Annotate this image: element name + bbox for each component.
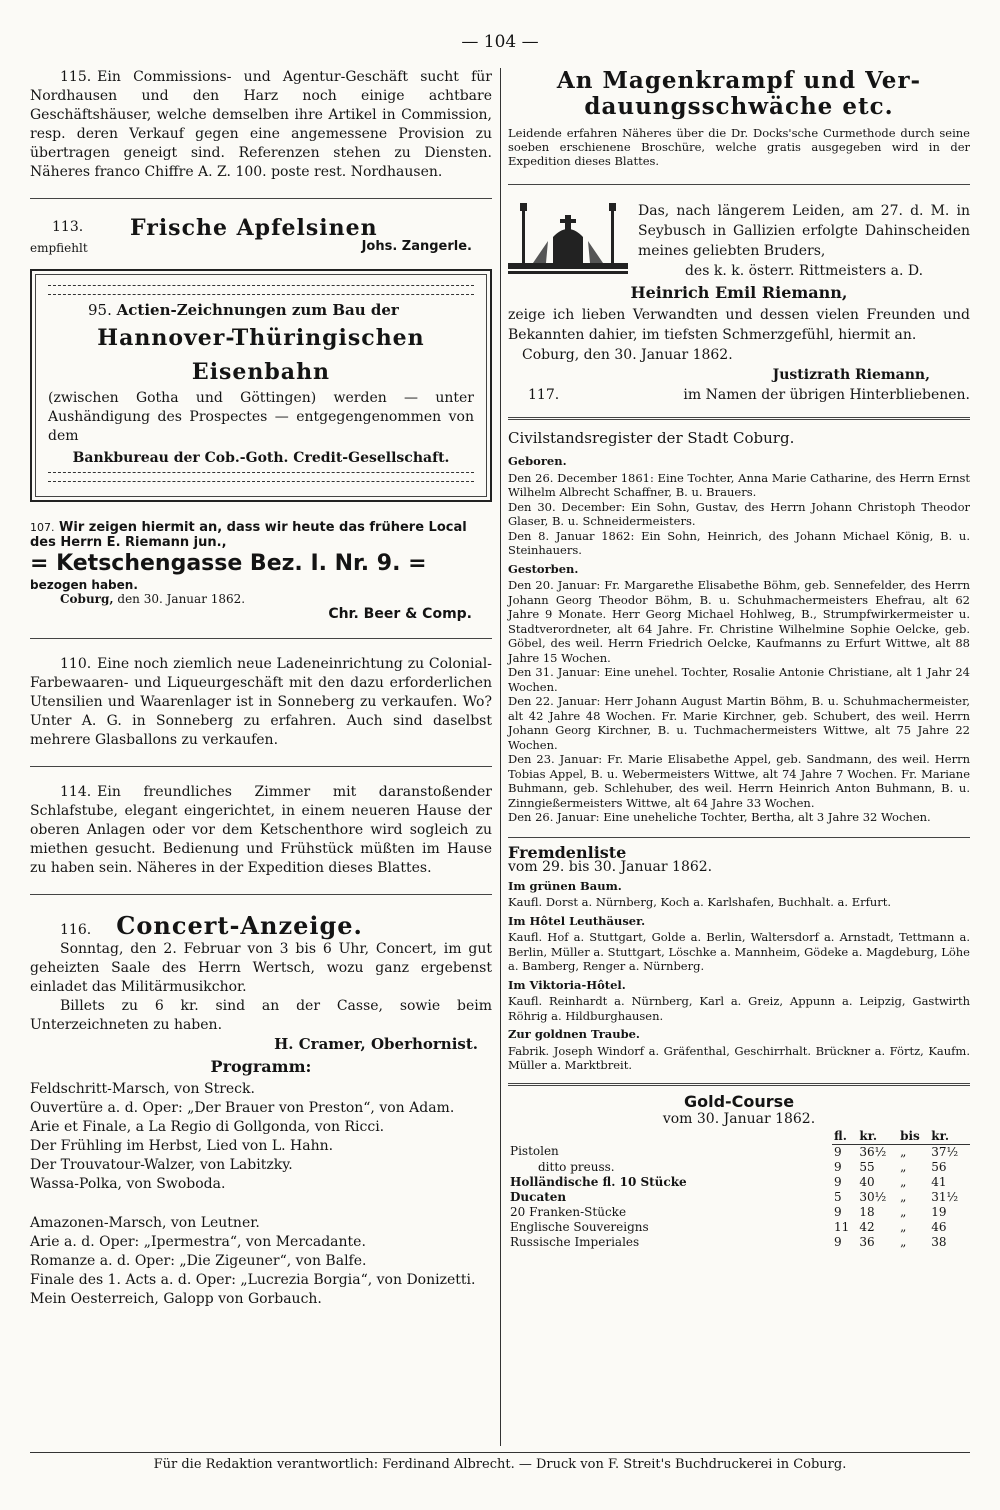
table-cell: „ bbox=[900, 1189, 907, 1204]
ad-line: Actien-Zeichnungen zum Bau der bbox=[116, 301, 399, 319]
table-cell: 41 bbox=[931, 1174, 947, 1189]
table-header-row bbox=[508, 1129, 970, 1145]
ad-116 bbox=[30, 911, 492, 1309]
obituary-rank: des k. k. österr. Rittmeisters a. D. bbox=[684, 263, 924, 279]
table-cell: 9 bbox=[834, 1144, 842, 1159]
left-column bbox=[30, 68, 492, 1309]
guests-date: vom 29. bis 30. Januar 1862. bbox=[508, 859, 713, 875]
ad-number: 113. bbox=[52, 219, 84, 235]
table-cell: Russische Imperiales bbox=[510, 1234, 640, 1249]
table-cell: 31½ bbox=[931, 1189, 959, 1204]
ad-text: Sonntag, den 2. Februar von 3 bis 6 Uhr, Concert, im gut geheizten Saale des Herrn Wertsch, wozu ganz ergebenst einladet das Militärmusikchor. bbox=[30, 941, 492, 995]
gold-title: Gold-Course bbox=[683, 1091, 795, 1111]
separator bbox=[508, 184, 970, 185]
right-column bbox=[508, 68, 970, 1250]
table-cell: 56 bbox=[931, 1159, 947, 1174]
ad-title: Concert-Anzeige. bbox=[116, 911, 363, 940]
table-cell: 9 bbox=[834, 1234, 842, 1249]
gold-course bbox=[508, 1092, 970, 1250]
table-cell: 9 bbox=[834, 1159, 842, 1174]
table-cell: 38 bbox=[931, 1234, 947, 1249]
obituary-text: Das, nach längerem Leiden, am 27. d. M. in Seybusch in Gallizien erfolgte Dahinscheiden meines geliebten Bruders, bbox=[638, 203, 970, 259]
register-entry: Den 30. December: Ein Sohn, Gustav, des Herrn Johann Christoph Theodor Glaser, B. u. Schneidermeisters. bbox=[508, 499, 970, 528]
table-cell: 36 bbox=[859, 1234, 875, 1249]
table-cell: „ bbox=[900, 1204, 907, 1219]
register-entry: Den 8. Januar 1862: Ein Sohn, Heinrich, des Johann Michael König, B. u. Steinhauers. bbox=[508, 528, 970, 557]
table-cell: „ bbox=[900, 1159, 907, 1174]
ad-signature: Chr. Beer & Comp. bbox=[328, 606, 472, 622]
table-cell: Pistolen bbox=[510, 1144, 559, 1159]
table-row bbox=[508, 1235, 970, 1250]
ad-number: 107. bbox=[30, 521, 55, 534]
ad-recommend: empfiehlt bbox=[30, 241, 88, 255]
program-item: Finale des 1. Acts a. d. Oper: „Lucrezia Borgia“, von Donizetti. bbox=[30, 1272, 476, 1288]
table-cell: 9 bbox=[834, 1174, 842, 1189]
table-row bbox=[508, 1190, 970, 1205]
program-item: Wassa-Polka, von Swoboda. bbox=[30, 1176, 226, 1192]
obituary-name: Heinrich Emil Riemann, bbox=[630, 283, 848, 302]
guest-list bbox=[508, 842, 970, 1073]
table-row bbox=[508, 1220, 970, 1235]
table-cell: 37½ bbox=[931, 1144, 959, 1159]
ad-title: Hannover-Thüringischen Eisenbahn bbox=[97, 325, 425, 385]
register-entry: Den 22. Januar: Herr Johann August Martin Böhm, B. u. Schuhmachermeister, alt 42 Jahre 48 Wochen. Fr. Marie Kirchner, geb. Schubert, des weil. Herrn Johann Georg Kirchner, B. u. Tuchmachermeisters Wittwe, alt 75 Jahre 22 Wochen. bbox=[508, 694, 970, 752]
table-cell: 11 bbox=[834, 1219, 850, 1234]
mourning-illustration-icon bbox=[508, 201, 628, 279]
ad-number: 116. bbox=[60, 922, 92, 938]
hotel-name: Im Hôtel Leuthäuser. bbox=[508, 913, 646, 928]
register-entry: Den 23. Januar: Fr. Marie Elisabethe Appel, geb. Sandmann, des weil. Herrn Tobias Appel, B. u. Webermeisters Wittwe, alt 74 Jahre 7 Wochen. Fr. Mariane Buhmann, geb. Schlehuber, des weil. Herrn Heinrich Anton Buhmann, B. u. Zinngießermeisters Wittwe, alt 64 Jahre 33 Wochen. bbox=[508, 752, 970, 810]
died-title: Gestorben. bbox=[508, 561, 579, 576]
ad-107 bbox=[30, 520, 492, 622]
table-cell: „ bbox=[900, 1144, 907, 1159]
table-header bbox=[508, 1129, 832, 1145]
table-row bbox=[508, 1205, 970, 1220]
table-cell: „ bbox=[900, 1234, 907, 1249]
separator bbox=[30, 766, 492, 767]
ad-number: 110. bbox=[60, 656, 92, 672]
table-cell: 19 bbox=[931, 1204, 947, 1219]
program-item: Romanze a. d. Oper: „Die Zigeuner“, von Balfe. bbox=[30, 1253, 367, 1269]
register-entry: Den 26. December 1861: Eine Tochter, Anna Marie Catharine, des Herrn Ernst Wilhelm Albrecht Schaffner, B. u. Brauers. bbox=[508, 470, 970, 499]
register-entry: Den 20. Januar: Fr. Margarethe Elisabethe Böhm, geb. Sennefelder, des Herrn Johann Georg Theodor Böhm, B. u. Schuhmachermeisters Ehefrau, alt 62 Jahre 9 Monate. Herr Georg Michael Hohlweg, B., Strumpfwirkermeister u. Stadtverordneter, alt 64 Jahre. Fr. Christine Wilhelmine Sophie Oelcke, geb. Göbel, des weil. Herrn Friedrich Oelcke, Kaufmanns zu Erfurt Wittwe, alt 88 Jahre 15 Wochen. bbox=[508, 578, 970, 665]
ad-signature: H. Cramer, Oberhornist. bbox=[274, 1035, 478, 1053]
table-cell: Holländische fl. 10 Stücke bbox=[510, 1174, 687, 1189]
separator bbox=[508, 1083, 970, 1086]
table-cell: ditto preuss. bbox=[538, 1159, 615, 1174]
ad-text: Leidende erfahren Näheres über die Dr. Docks'sche Curmethode durch seine soeben erschienene Broschüre, welche gratis ausgegeben wird in der Expedition dieses Blattes. bbox=[508, 126, 970, 168]
separator bbox=[508, 837, 970, 838]
separator bbox=[30, 198, 492, 199]
program-item: Feldschritt-Marsch, von Streck. bbox=[30, 1081, 255, 1097]
born-title: Geboren. bbox=[508, 454, 567, 468]
gold-table bbox=[508, 1129, 970, 1250]
page-number: — 104 — bbox=[461, 32, 539, 52]
register-entry: Den 26. Januar: Eine uneheliche Tochter, Bertha, alt 3 Jahre 32 Wochen. bbox=[508, 810, 931, 824]
ad-text: Ein freundliches Zimmer mit daranstoßender Schlafstube, elegant eingerichtet, in einem neueren Hause der oberen Anlagen oder vor dem Ketschenthore wird sogleich zu miethen gesucht. Bedienung und Frühstück müßten im Hause zu haben sein. Näheres in der Expedition dieses Blattes. bbox=[30, 784, 492, 876]
ad-line: bezogen haben. bbox=[30, 578, 138, 592]
table-cell: 40 bbox=[859, 1174, 875, 1189]
table-cell: 30½ bbox=[859, 1189, 887, 1204]
register-title: Civilstandsregister der Stadt Coburg. bbox=[508, 429, 795, 447]
hotel-name: Im Viktoria-Hôtel. bbox=[508, 977, 626, 992]
ad-title: Frische Apfelsinen bbox=[130, 215, 378, 241]
table-cell: 5 bbox=[834, 1189, 842, 1204]
obituary-place-date: Coburg, den 30. Januar 1862. bbox=[522, 347, 733, 363]
table-cell: 46 bbox=[931, 1219, 947, 1234]
obituary-signer: Justizrath Riemann, bbox=[772, 367, 930, 383]
ad-date: den 30. Januar 1862. bbox=[117, 592, 246, 606]
table-cell: 36½ bbox=[859, 1144, 887, 1159]
program-item: Amazonen-Marsch, von Leutner. bbox=[30, 1215, 260, 1231]
table-header: fl. bbox=[832, 1129, 857, 1145]
ad-address: = Ketschengasse Bez. I. Nr. 9. = bbox=[30, 551, 427, 576]
hotel-guests: Kaufl. Hof a. Stuttgart, Golde a. Berlin, Waltersdorf a. Arnstadt, Tettmann a. Berlin, Müller a. Stuttgart, Löschke a. Mannheim, Gödeke a. Magdeburg, Löhe a. Bamberg, Renger a. Nürnberg. bbox=[508, 930, 970, 973]
table-row bbox=[508, 1175, 970, 1190]
obituary-signer-note: im Namen der übrigen Hinterbliebenen. bbox=[683, 387, 970, 403]
program-item: Ouvertüre a. d. Oper: „Der Brauer von Preston“, von Adam. bbox=[30, 1100, 455, 1116]
guests-title: Fremdenliste bbox=[508, 842, 627, 862]
program-item: Arie et Finale, a La Regio di Gollgonda, von Ricci. bbox=[30, 1119, 385, 1135]
separator bbox=[30, 894, 492, 895]
ad-114 bbox=[30, 783, 492, 878]
ad-text: Ein Commissions- und Agentur-Geschäft sucht für Nordhausen und den Harz noch einige achtbare Geschäftshäuser, welche demselben ihre Artikel in Commission, resp. deren Verkauf gegen eine angemessene Provision zu übertragen geneigt sind. Referenzen stehen zu Diensten. Näheres franco Chiffre A. Z. 100. poste rest. Nordhausen. bbox=[30, 69, 492, 180]
table-cell: 20 Franken-Stücke bbox=[510, 1204, 627, 1219]
ad-number: 117. bbox=[528, 387, 560, 403]
ad-text: (zwischen Gotha und Göttingen) werden — unter Aushändigung des Prospectes — entgegengenommen von dem bbox=[48, 390, 474, 444]
table-cell: 9 bbox=[834, 1204, 842, 1219]
civil-register bbox=[508, 426, 970, 825]
hotel-name: Zur goldnen Traube. bbox=[508, 1027, 640, 1041]
separator bbox=[508, 417, 970, 420]
ornamental-border bbox=[48, 472, 474, 482]
ad-110 bbox=[30, 655, 492, 750]
program-list-1 bbox=[30, 1080, 492, 1194]
program-title: Programm: bbox=[210, 1057, 312, 1076]
table-header: kr. bbox=[857, 1129, 898, 1145]
ad-113 bbox=[30, 215, 492, 261]
program-item: Mein Oesterreich, Galopp von Gorbauch. bbox=[30, 1291, 322, 1307]
obituary-text: zeige ich lieben Verwandten und dessen vielen Freunden und Bekannten dahier, im tiefsten Schmerzgefühl, hiermit an. bbox=[508, 307, 970, 343]
hotel-guests: Fabrik. Joseph Windorf a. Gräfenthal, Geschirrhalt. Brückner a. Förtz, Kaufm. Müller a. Marktbreit. bbox=[508, 1043, 970, 1072]
table-cell: 55 bbox=[859, 1159, 875, 1174]
table-cell: „ bbox=[900, 1219, 907, 1234]
ad-text: Eine noch ziemlich neue Ladeneinrichtung zu Colonial-Farbewaaren- und Liqueurgeschäft mit den dazu erforderlichen Utensilien und Waarenlager ist in Sonneberg zu verkaufen. Wo? Unter A. G. in Sonneberg zu erfahren. Auch sind daselbst mehrere Glasballons zu verkaufen. bbox=[30, 656, 492, 748]
ad-title: An Magenkrampf und Ver- bbox=[556, 67, 922, 94]
gold-date: vom 30. Januar 1862. bbox=[662, 1110, 816, 1127]
ad-number: 114. bbox=[60, 784, 92, 800]
ad-115 bbox=[30, 68, 492, 182]
ad-number: 95. bbox=[88, 301, 112, 319]
table-cell: 42 bbox=[859, 1219, 875, 1234]
column-divider bbox=[500, 68, 501, 1446]
table-header: bis bbox=[898, 1129, 929, 1145]
hotel-name: Im grünen Baum. bbox=[508, 878, 622, 893]
ad-line: Wir zeigen hiermit an, dass wir heute das frühere Local des Herrn E. Riemann jun., bbox=[30, 520, 467, 550]
separator bbox=[30, 638, 492, 639]
hotel-guests: Kaufl. Reinhardt a. Nürnberg, Karl a. Greiz, Appunn a. Leipzig, Gastwirth Röhrig a. Hildburghausen. bbox=[508, 994, 970, 1023]
table-cell: Englische Souvereigns bbox=[510, 1219, 649, 1234]
program-list-2 bbox=[30, 1214, 492, 1309]
table-cell: 18 bbox=[859, 1204, 875, 1219]
ornamental-border bbox=[48, 285, 474, 295]
ad-place: Coburg, bbox=[60, 592, 114, 606]
obituary bbox=[508, 201, 970, 405]
program-item: Arie a. d. Oper: „Ipermestra“, von Mercadante. bbox=[30, 1234, 366, 1250]
hotel-guests: Kaufl. Dorst a. Nürnberg, Koch a. Karlshafen, Buchhalt. a. Erfurt. bbox=[508, 895, 892, 909]
page-footer: Für die Redaktion verantwortlich: Ferdinand Albrecht. — Druck von F. Streit's Buchdruckerei in Coburg. bbox=[30, 1452, 970, 1472]
table-cell: „ bbox=[900, 1174, 907, 1189]
table-cell: Ducaten bbox=[510, 1189, 567, 1204]
ad-bank: Bankbureau der Cob.-Goth. Credit-Gesellschaft. bbox=[72, 450, 450, 466]
ad-text: Billets zu 6 kr. sind an der Casse, sowie beim Unterzeichneten zu haben. bbox=[30, 998, 492, 1033]
program-item: Der Trouvatour-Walzer, von Labitzky. bbox=[30, 1157, 293, 1173]
table-row bbox=[508, 1144, 970, 1160]
table-header: kr. bbox=[929, 1129, 970, 1145]
ad-title: dauungsschwäche etc. bbox=[584, 93, 894, 120]
register-entry: Den 31. Januar: Eine unehel. Tochter, Rosalie Antonie Christiane, alt 1 Jahr 24 Wochen. bbox=[508, 665, 970, 694]
ad-number: 115. bbox=[60, 69, 92, 85]
ad-stomach bbox=[508, 68, 970, 168]
table-row bbox=[508, 1160, 970, 1175]
ad-95-frame bbox=[30, 269, 492, 502]
program-item: Der Frühling im Herbst, Lied von L. Hahn. bbox=[30, 1138, 334, 1154]
ad-signature: Johs. Zangerle. bbox=[361, 239, 472, 254]
